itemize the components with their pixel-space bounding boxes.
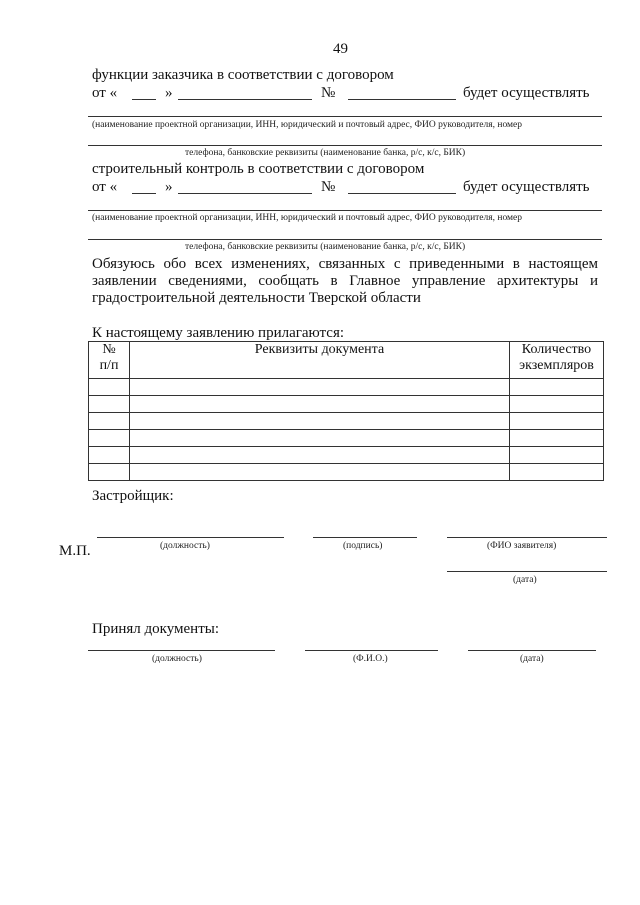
received-name-line[interactable] — [305, 650, 438, 651]
applicant-name-line[interactable] — [447, 537, 607, 538]
contract-from-label-2: от « — [92, 179, 118, 195]
contract-day-field-2[interactable] — [132, 193, 156, 194]
table-cell[interactable] — [130, 430, 510, 447]
developer-position-caption: (должность) — [160, 541, 210, 551]
close-quote-2: » — [165, 179, 173, 195]
table-cell[interactable] — [130, 379, 510, 396]
table-cell[interactable] — [510, 430, 604, 447]
table-row — [89, 430, 604, 447]
table-row — [89, 413, 604, 430]
design-org-caption: (наименование проектной организации, ИНН, юридический и почтовый адрес, ФИО руководителя, номер — [92, 120, 523, 130]
will-perform-text-2: будет осуществлять — [463, 179, 590, 195]
design-org-caption-2: (наименование проектной организации, ИНН, юридический и почтовый адрес, ФИО руководителя, номер — [92, 213, 523, 223]
table-cell[interactable] — [130, 447, 510, 464]
developer-date-line[interactable] — [447, 571, 607, 572]
table-cell[interactable] — [89, 430, 130, 447]
table-cell[interactable] — [89, 396, 130, 413]
attachments-table — [88, 341, 604, 481]
developer-position-line[interactable] — [97, 537, 284, 538]
table-row — [89, 396, 604, 413]
design-org-line-b2[interactable] — [88, 210, 602, 211]
page-number: 49 — [333, 41, 348, 57]
table-header-row — [89, 342, 604, 379]
table-cell[interactable] — [130, 396, 510, 413]
developer-date-caption: (дата) — [513, 575, 537, 585]
attachments-title: К настоящему заявлению прилагаются: — [92, 325, 345, 341]
table-cell[interactable] — [510, 413, 604, 430]
contract-day-field[interactable] — [132, 99, 156, 100]
received-date-line[interactable] — [468, 650, 596, 651]
received-position-caption: (должность) — [152, 654, 202, 664]
will-perform-text: будет осуществлять — [463, 85, 590, 101]
table-cell[interactable] — [130, 413, 510, 430]
table-cell[interactable] — [89, 413, 130, 430]
bank-details-caption: телефона, банковские реквизиты (наименование банка, р/с, к/с, БИК) — [185, 148, 466, 158]
design-org-line-2[interactable] — [88, 145, 602, 146]
design-org-line[interactable] — [88, 116, 602, 117]
table-cell[interactable] — [510, 464, 604, 481]
table-row — [89, 447, 604, 464]
received-name-caption: (Ф.И.О.) — [353, 654, 388, 664]
construction-control-text: строительный контроль в соответствии с договором — [92, 161, 425, 177]
received-position-line[interactable] — [88, 650, 275, 651]
developer-signature-line[interactable] — [313, 537, 417, 538]
contract-month-field-2[interactable] — [178, 193, 312, 194]
table-cell[interactable] — [130, 464, 510, 481]
column-header-number: № п/п — [89, 342, 130, 379]
developer-signature-caption: (подпись) — [343, 541, 383, 551]
commitment-paragraph: Обязуюсь обо всех изменениях, связанных с приведенными в настоящем заявлении сведениями, сообщать в Главное управление архитектуры и градостроительной деятельности Тверской области — [92, 256, 598, 306]
table-cell[interactable] — [510, 379, 604, 396]
close-quote: » — [165, 85, 173, 101]
contract-month-field[interactable] — [178, 99, 312, 100]
table-cell[interactable] — [89, 379, 130, 396]
contract-from-label: от « — [92, 85, 118, 101]
contract-number-sign: № — [321, 85, 336, 101]
column-header-document: Реквизиты документа — [130, 342, 510, 379]
customer-contract-text: функции заказчика в соответствии с договором — [92, 67, 394, 83]
stamp-label: М.П. — [59, 543, 91, 559]
contract-number-field-2[interactable] — [348, 193, 456, 194]
design-org-line-b2-2[interactable] — [88, 239, 602, 240]
table-cell[interactable] — [510, 447, 604, 464]
table-row — [89, 464, 604, 481]
contract-number-sign-2: № — [321, 179, 336, 195]
received-label: Принял документы: — [92, 621, 220, 637]
applicant-name-caption: (ФИО заявителя) — [487, 541, 557, 551]
developer-label: Застройщик: — [92, 488, 174, 504]
contract-number-field[interactable] — [348, 99, 456, 100]
bank-details-caption-2: телефона, банковские реквизиты (наименование банка, р/с, к/с, БИК) — [185, 242, 466, 252]
table-cell[interactable] — [510, 396, 604, 413]
table-cell[interactable] — [89, 464, 130, 481]
table-cell[interactable] — [89, 447, 130, 464]
table-row — [89, 379, 604, 396]
column-header-copies: Количество экземпляров — [510, 342, 604, 379]
received-date-caption: (дата) — [520, 654, 544, 664]
